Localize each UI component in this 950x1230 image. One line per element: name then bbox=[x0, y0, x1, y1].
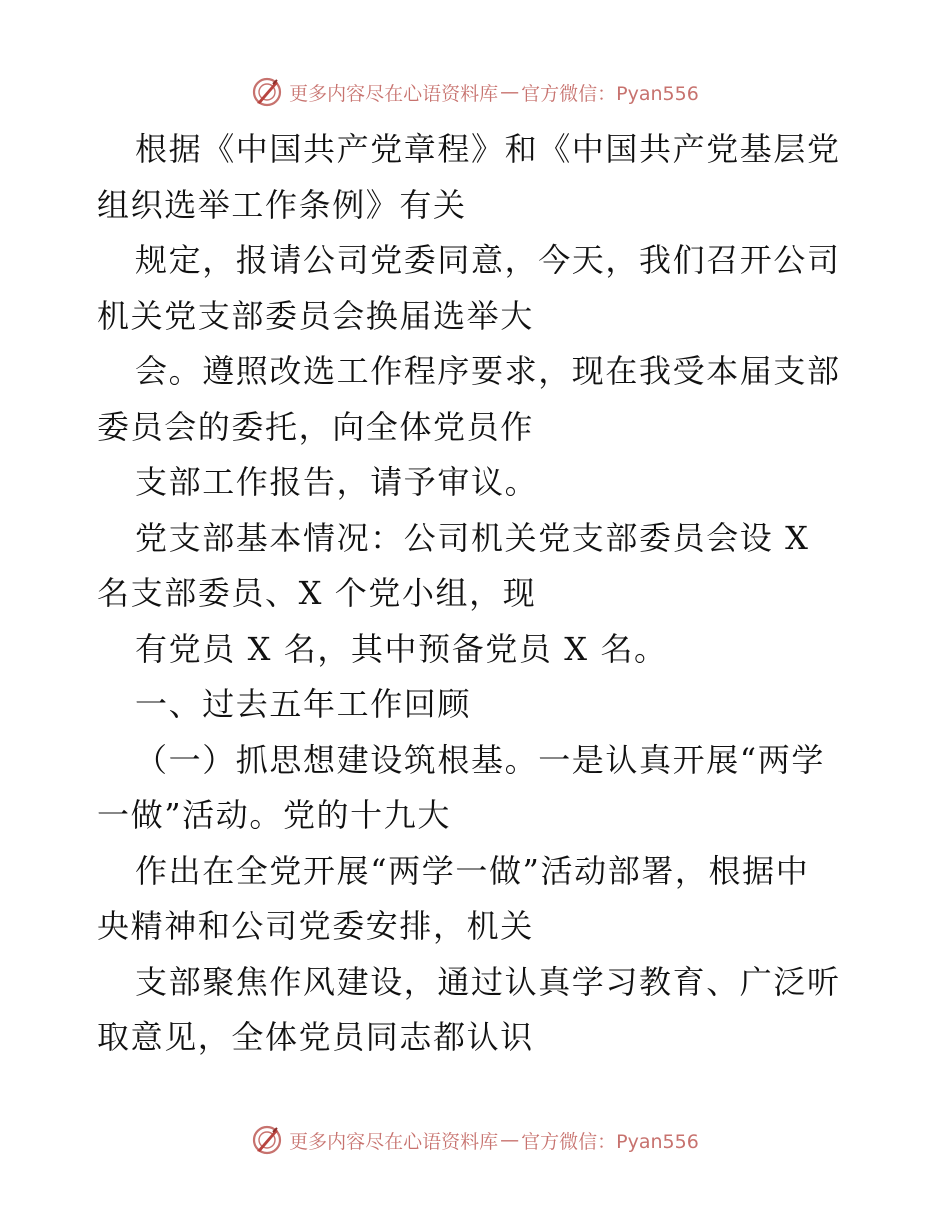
paragraph-line: 一做”活动。党的十九大 bbox=[97, 796, 451, 834]
footer-banner-dash: — bbox=[500, 1129, 520, 1151]
paragraph-line: 名支部委员、X 个党小组，现 bbox=[97, 574, 537, 612]
paragraph-line: 机关党支部委员会换届选举大 bbox=[97, 296, 534, 335]
quill-seal-icon bbox=[251, 1124, 283, 1156]
paragraph-line: 规定，报请公司党委同意，今天，我们召开公司 bbox=[135, 241, 841, 279]
paragraph-line: 根据《中国共产党章程》和《中国共产党基层党 bbox=[135, 130, 841, 168]
paragraph-line: 支部聚焦作风建设，通过认真学习教育、广泛听 bbox=[135, 962, 841, 1001]
header-banner bbox=[0, 72, 950, 112]
section-heading: 一、过去五年工作回顾 bbox=[135, 685, 472, 723]
paragraph-line: （一）抓思想建设筑根基。一是认真开展“两学 bbox=[135, 740, 825, 779]
footer-banner-wechat-text: 官方微信：Pyan556 bbox=[521, 1130, 699, 1153]
header-banner-wechat-text: 官方微信：Pyan556 bbox=[521, 82, 699, 105]
paragraph-line: 作出在全党开展“两学一做”活动部署，根据中 bbox=[135, 851, 810, 890]
header-banner-main-text: 更多内容尽在心语资料库 bbox=[289, 82, 499, 105]
paragraph-line: 委员会的委托，向全体党员作 bbox=[97, 407, 534, 446]
paragraph-line: 取意见，全体党员同志都认识 bbox=[97, 1018, 534, 1056]
paragraph-line: 央精神和公司党委安排，机关 bbox=[97, 907, 534, 945]
paragraph-line: 有党员 X 名，其中预备党员 X 名。 bbox=[135, 629, 668, 668]
footer-banner bbox=[0, 1120, 950, 1160]
paragraph-line: 党支部基本情况：公司机关党支部委员会设 X bbox=[135, 518, 810, 557]
quill-seal-icon bbox=[251, 76, 283, 108]
header-banner-dash: — bbox=[500, 81, 520, 103]
paragraph-line: 组织选举工作条例》有关 bbox=[97, 185, 467, 224]
paragraph-line: 会。遵照改选工作程序要求，现在我受本届支部 bbox=[135, 352, 841, 390]
paragraph-line: 支部工作报告，请予审议。 bbox=[135, 463, 539, 501]
footer-banner-main-text: 更多内容尽在心语资料库 bbox=[289, 1130, 499, 1153]
document-body bbox=[97, 122, 857, 1066]
